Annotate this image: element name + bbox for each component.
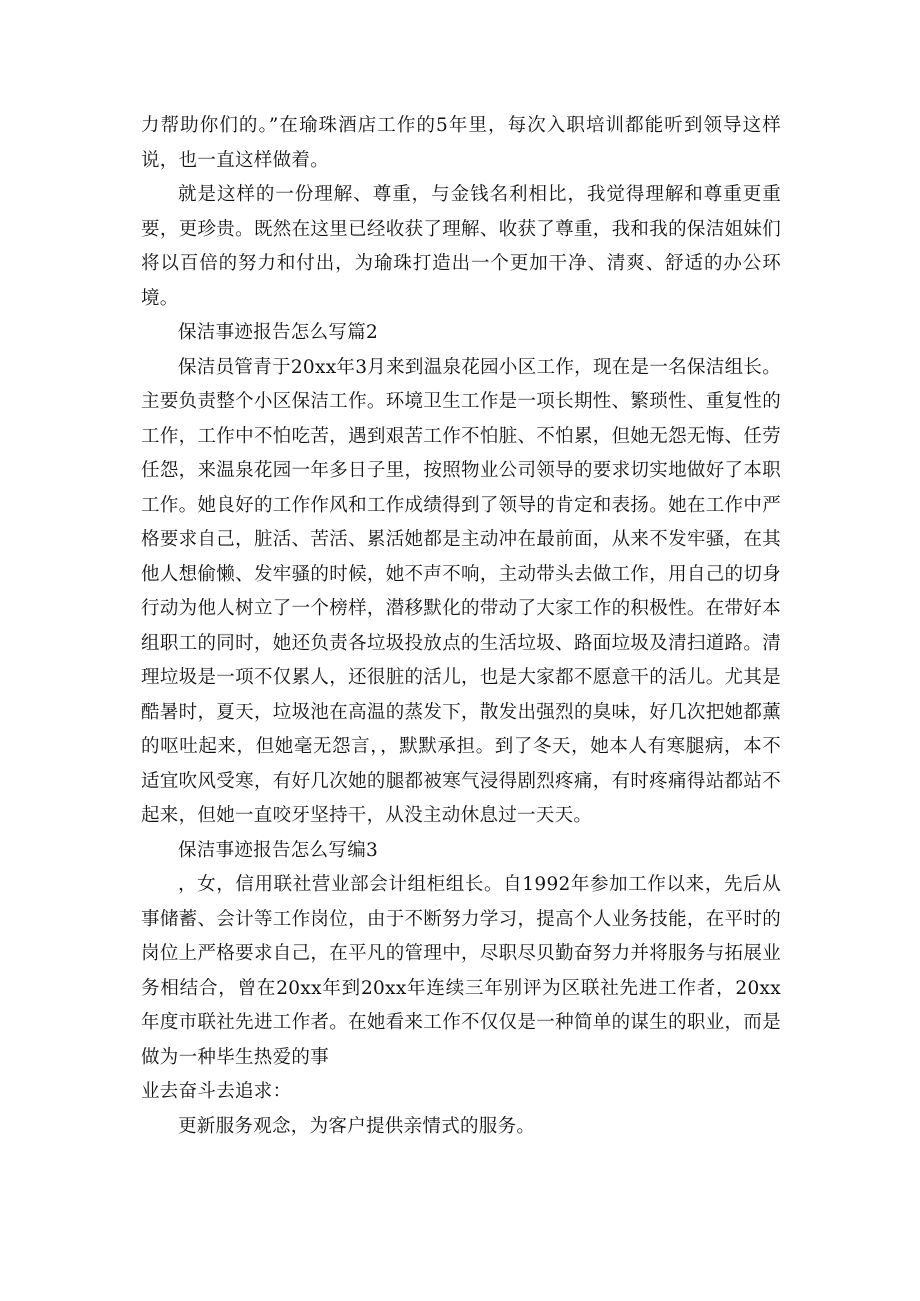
paragraph-4: ，女，信用联社营业部会计组柜组长。自1992年参加工作以来，先后从事储蓄、会计等工作岗位，由于不断努力学习，提高个人业务技能，在平时的岗位上严格要求自己，在平凡的管理中，尽职尽贝勤奋努力并将服务与拓展业务相结合，曾在20xx年到20xx年连续三年别评为区联社先进工作者，20xx年度市联社先进工作者。在她看来工作不仅仅是一种简单的谋生的职业，而是做为一种毕生热爱的事 [141, 874, 781, 1068]
section-heading-2: 保洁事迹报告怎么写篇2 [178, 322, 379, 343]
paragraph-6: 更新服务观念，为客户提供亲情式的服务。 [178, 1115, 536, 1137]
section-heading-3: 保洁事迹报告怎么写编3 [178, 839, 379, 861]
document-body [141, 109, 781, 1144]
paragraph-1: 力帮助你们的。”在瑜珠酒店工作的5年里，每次入职培训都能听到领导这样说，也一直这样做着。 [141, 115, 781, 171]
paragraph-2: 就是这样的一份理解、尊重，与金钱名利相比，我觉得理解和尊重更重要，更珍贵。既然在这里已经收获了理解、收获了尊重，我和我的保洁姐妹们将以百倍的努力和付出，为瑜珠打造出一个更加干净、清爽、舒适的办公环境。 [141, 184, 781, 309]
paragraph-3: 保洁员管青于20xx年3月来到温泉花园小区工作，现在是一名保洁组长。主要负责整个小区保洁工作。环境卫生工作是一项长期性、繁琐性、重复性的工作，工作中不怕吃苦，遇到艰苦工作不怕脏、不怕累，但她无怨无悔、任劳任怨，来温泉花园一年多日子里，按照物业公司领导的要求切实地做好了本职工作。她良好的工作作风和工作成绩得到了领导的肯定和表扬。她在工作中严格要求自己，脏活、苦活、累活她都是主动冲在最前面，从来不发牢骚，在其他人想偷懒、发牢骚的时候，她不声不响，主动带头去做工作，用自己的切身行动为他人树立了一个榜样，潜移默化的带动了大家工作的积极性。在带好本组职工的同时，她还负责各垃圾投放点的生活垃圾、路面垃圾及清扫道路。清理垃圾是一项不仅累人，还很脏的活儿，也是大家都不愿意干的活儿。尤其是酷暑时，夏天，垃圾池在高温的蒸发下，散发出强烈的臭味，好几次把她都薰的呕吐起来，但她毫无怨言，，默默承担。到了冬天，她本人有寒腿病，本不适宜吹风受寒，有好几次她的腿都被寒气浸得剧烈疼痛，有时疼痛得站都站不起来，但她一直咬牙坚持干，从没主动休息过一天天。 [141, 356, 781, 826]
paragraph-5: 业去奋斗去追求： [141, 1081, 292, 1102]
